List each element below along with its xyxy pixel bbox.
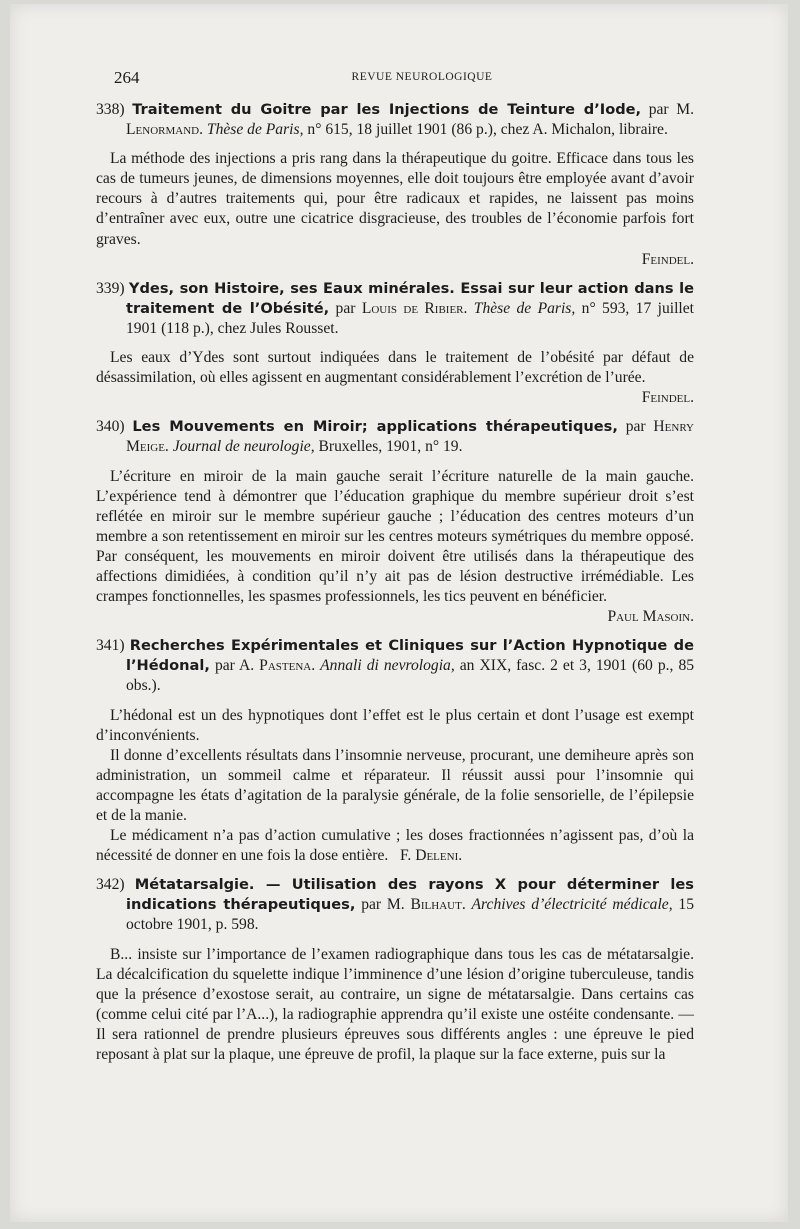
abstract-entry-341 — [96, 636, 694, 866]
entry-title: Traitement du Goitre par les Injections de Teinture d’Iode, — [132, 101, 642, 118]
entry-number: 340) — [96, 418, 125, 436]
page-content — [96, 100, 694, 1065]
entry-signature: F. Deleni. — [399, 847, 463, 865]
entry-by: par A. — [214, 657, 255, 675]
entry-paragraph: La méthode des injections a pris rang dans la thérapeutique du goitre. Efficace dans tous les cas de tumeurs jeunes, de dimensions moyennes, elle doit toujours être employée avant d’avoir recours à d’autres traitements qui, pour être radicaux et rapides, ne laissent pas moins d’entraîner avec eux, outre une cicatrice disgracieuse, des troubles de l’économie parfois fort graves. — [96, 150, 694, 248]
running-title: REVUE NEUROLOGIQUE — [351, 71, 493, 83]
entry-author: Louis de Ribier — [361, 299, 464, 317]
entry-title: Métatarsalgie. — Utilisation des rayons X pour déterminer les indications thérapeutiques, — [126, 876, 694, 914]
entry-details: n° 615, 18 juillet 1901 (86 p.), chez A. Michalon, libraire. — [307, 121, 668, 139]
entry-author: Bilhaut — [410, 896, 462, 914]
entry-paragraph: Les eaux d’Ydes sont surtout indiquées dans le traitement de l’obésité par défaut de désassimilation, où elles agissent en augmentant considérablement l’excrétion de l’urée. — [96, 349, 694, 387]
entry-number: 338) — [96, 101, 125, 118]
entry-title: Ydes, son Histoire, ses Eaux minérales. Essai sur leur action dans le traitement de l’Obésité, — [126, 279, 694, 317]
entry-number: 339) — [96, 279, 125, 297]
entry-paragraph: L’écriture en miroir de la main gauche serait l’écriture naturelle de la main gauche. L’expérience tend à démontrer que l’éducation graphique du membre supérieur droit s’est reflétée en miroir sur le membre supérieur gauche ; l’éducation des centres moteurs d’un membre a son retentissement en miroir sur les centres moteurs symétriques du membre opposé. Par conséquent, les mouvements en miroir doivent être utilisés dans la thérapeutique des affections dimidiées, à condition qu’il n’y ait pas de lésion destructive irrémédiable. Les crampes fonctionnelles, les spasmes professionnels, les tics peuvent en bénéficier. — [96, 467, 694, 606]
entry-heading: 341) Recherches Expérimentales et Cliniques sur l’Action Hypnotique de l’Hédonal, par A. Pastena. Annali di nevrologia, an XIX, fasc. 2 et 3, 1901 (60 p., 85 obs.). — [96, 637, 695, 695]
entry-heading: 342) Métatarsalgie. — Utilisation des rayons X pour déterminer les indications thérapeutiques, par M. Bilhaut. Archives d’électricité médicale, 15 octobre 1901, p. 598. — [96, 876, 694, 934]
entry-author: Pastena — [259, 657, 312, 675]
entry-paragraph: B... insiste sur l’importance de l’examen radiographique dans tous les cas de métatarsalgie. La décalcification du squelette indique l’imminence d’une lésion d’origine tuberculeuse, tandis que la présence d’exostose serait, au contraire, un signe de métatarsalgie. Dans certains cas (comme celui cité par l’A...), la radiographie apprendra qu’il existe une ostéite condensante. — Il sera rationnel de prendre plusieurs épreuves sous différents angles : une épreuve le pied reposant à plat sur la plaque, une épreuve de profil, la plaque sur la face externe, puis sur la — [96, 945, 694, 1064]
entry-heading: 339) Ydes, son Histoire, ses Eaux minérales. Essai sur leur action dans le traitement de l’Obésité, par Louis de Ribier. Thèse de Paris, n° 593, 17 juillet 1901 (118 p.), chez Jules Rousset. — [96, 279, 694, 337]
entry-details: n° 593, 17 juillet 1901 (118 p.), chez Jules Rousset. — [126, 299, 694, 337]
entry-by: par M. — [361, 896, 405, 914]
entry-paragraph-text: Le médicament n’a pas d’action cumulative ; les doses fractionnées n’agissent pas, d’où la nécessité de donner en une fois la dose entière. — [96, 827, 694, 865]
entry-signature: Paul Masoin. — [607, 608, 694, 626]
entry-paragraph: Il donne d’excellents résultats dans l’insomnie nerveuse, procurant, une demiheure après son administration, un sommeil calme et réparateur. Il réussit aussi pour l’insomnie qui accompagne les états d’agitation de la paralysie générale, de la folie sensorielle, de l’épilepsie et de la manie. — [96, 746, 694, 824]
entry-details: an XIX, fasc. 2 et 3, 1901 (60 p., 85 obs.). — [126, 657, 695, 695]
entry-signature: Feindel. — [641, 250, 694, 268]
entry-publication: Journal de neurologie, — [172, 438, 315, 456]
entry-publication: Archives d’électricité médicale, — [471, 896, 673, 914]
entry-paragraph: L’hédonal est un des hypnotiques dont l’effet est le plus certain et dont l’usage est exempt d’inconvénients. — [96, 706, 694, 744]
entry-publication: Thèse de Paris, — [473, 299, 576, 317]
abstract-entry-342 — [96, 875, 694, 1065]
entry-author: Henry Meige — [126, 418, 694, 456]
entry-details: Bruxelles, 1901, n° 19. — [318, 438, 463, 456]
entry-number: 342) — [96, 876, 125, 894]
entry-by: par — [335, 299, 356, 317]
entry-title: Les Mouvements en Miroir; applications thérapeutiques, — [132, 418, 618, 436]
entry-heading: 340) Les Mouvements en Miroir; applications thérapeutiques, par Henry Meige. Journal de neurologie, Bruxelles, 1901, n° 19. — [96, 418, 694, 456]
entry-by: par — [625, 418, 646, 436]
entry-title: Recherches Expérimentales et Cliniques sur l’Action Hypnotique de l’Hédonal, — [126, 637, 694, 675]
abstract-entry-339 — [96, 279, 694, 409]
entry-signature: Feindel. — [641, 389, 694, 407]
entry-author: Lenormand — [126, 121, 200, 139]
abstract-entry-340 — [96, 417, 694, 627]
page-number: 264 — [114, 68, 140, 87]
abstract-entry-338 — [96, 100, 694, 270]
entry-number: 341) — [96, 637, 125, 655]
entry-publication: Annali di nevrologia, — [320, 657, 455, 675]
entry-publication: Thèse de Paris, — [206, 121, 304, 139]
entry-details: 15 octobre 1901, p. 598. — [126, 896, 694, 934]
entry-by: par M. — [648, 101, 694, 118]
entry-paragraph — [96, 826, 694, 866]
entry-heading: 338) Traitement du Goitre par les Injections de Teinture d’Iode, par M. Lenormand. Thèse de Paris, n° 615, 18 juillet 1901 (86 p.), chez A. Michalon, libraire. — [96, 101, 694, 139]
book-page — [10, 4, 788, 1222]
page-header — [114, 68, 694, 90]
